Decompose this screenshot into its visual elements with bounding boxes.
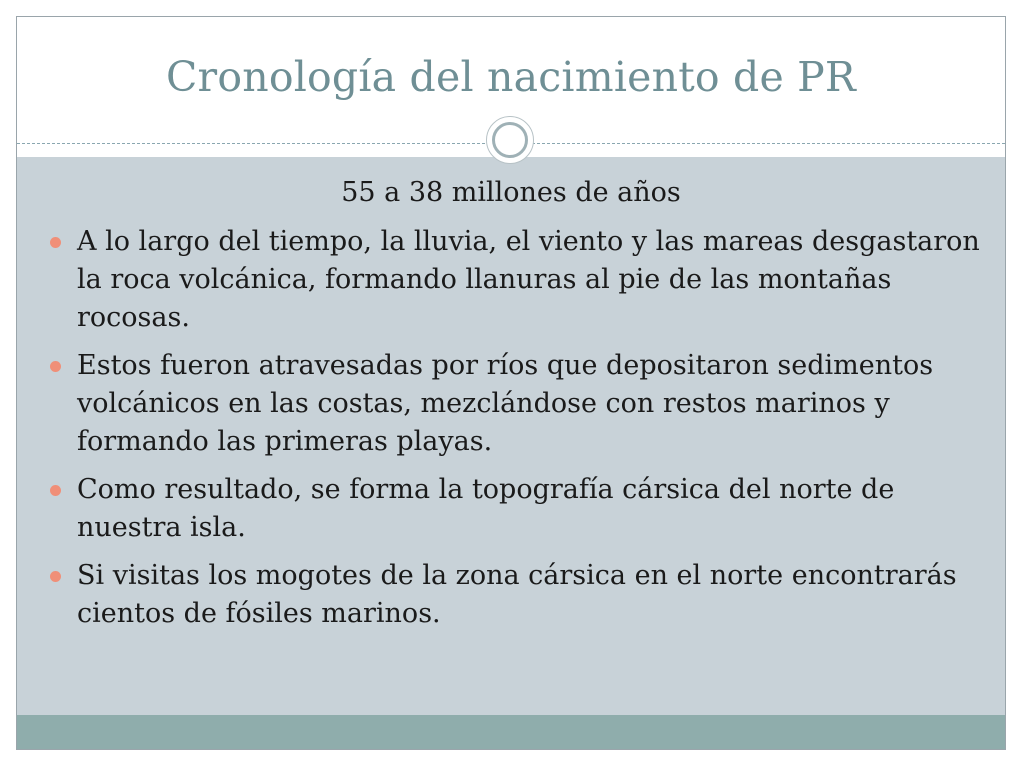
bullet-text: Estos fueron atravesadas por ríos que depositaron sedimentos volcánicos en las costas, mezclándose con restos marinos y formando las primeras playas. <box>77 350 934 457</box>
bullet-dot-icon <box>50 237 61 248</box>
circle-ornament-icon <box>486 116 534 164</box>
timeline-subheading: 55 a 38 millones de años <box>341 177 681 208</box>
list-item <box>50 471 980 547</box>
slide-title: Cronología del nacimiento de PR <box>165 53 856 101</box>
bullet-dot-icon <box>50 485 61 496</box>
bullet-dot-icon <box>50 361 61 372</box>
bullet-text: Como resultado, se forma la topografía cársica del norte de nuestra isla. <box>77 474 895 543</box>
circle-ornament-inner <box>492 122 528 158</box>
bullet-text: A lo largo del tiempo, la lluvia, el viento y las mareas desgastaron la roca volcánica, formando llanuras al pie de las montañas rocosas. <box>77 226 980 333</box>
bullet-text: Si visitas los mogotes de la zona cársica en el norte encontrarás cientos de fósiles marinos. <box>77 560 957 629</box>
bullet-dot-icon <box>50 571 61 582</box>
list-item <box>50 347 980 461</box>
slide <box>16 16 1006 750</box>
list-item <box>50 557 980 633</box>
list-item <box>50 223 980 337</box>
bullet-list <box>50 223 980 643</box>
footer-band <box>17 715 1005 750</box>
